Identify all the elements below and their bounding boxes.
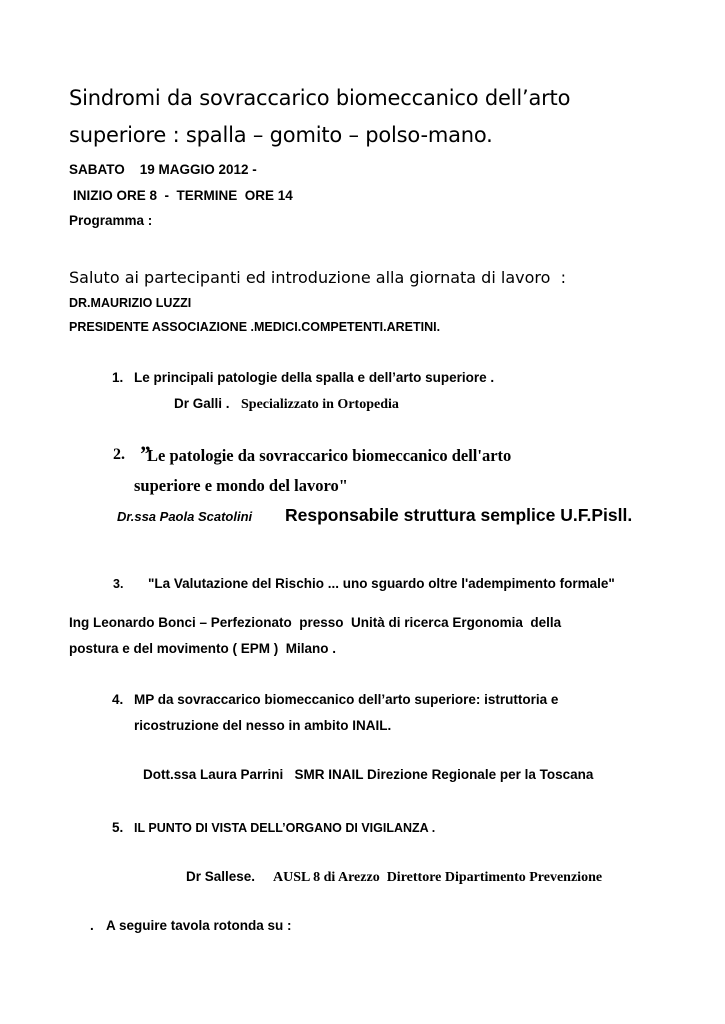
page-title-line-1: Sindromi da sovraccarico biomeccanico dell’arto xyxy=(69,86,571,110)
item-number: 3. xyxy=(113,577,124,591)
item-speaker-line-1: Ing Leonardo Bonci – Perfezionato presso Unità di ricerca Ergonomia della xyxy=(69,615,562,630)
item-quote-mark: ” xyxy=(139,441,150,466)
item-number: 5. xyxy=(112,820,124,835)
item-number: 2. xyxy=(113,446,125,463)
footer-bullet: . xyxy=(90,918,94,933)
item-speaker-line-2: postura e del movimento ( EPM ) Milano . xyxy=(69,641,337,656)
roundtable-text: A seguire tavola rotonda su : xyxy=(106,918,292,933)
item-title-line-1: MP da sovraccarico biomeccanico dell’arto superiore: istruttoria e xyxy=(134,692,559,707)
item-title-line-2: superiore e mondo del lavoro" xyxy=(134,476,348,495)
item-speaker: Dr Galli . xyxy=(174,396,230,411)
item-title: "La Valutazione del Rischio ... uno sguardo oltre l'adempimento formale" xyxy=(148,576,615,591)
item-speaker: Dr Sallese. xyxy=(186,869,256,884)
item-title-line-1: Le patologie da sovraccarico biomeccanico dell'arto xyxy=(147,446,512,465)
item-title-line-2: ricostruzione del nesso in ambito INAIL. xyxy=(134,718,392,733)
item-speaker: Dr.ssa Paola Scatolini xyxy=(117,509,253,524)
item-speaker-role: AUSL 8 di Arezzo Direttore Dipartimento Prevenzione xyxy=(273,870,603,885)
item-speaker: Dott.ssa Laura Parrini SMR INAIL Direzione Regionale per la Toscana xyxy=(143,767,594,782)
welcome-role: PRESIDENTE ASSOCIAZIONE .MEDICI.COMPETENTI.ARETINI. xyxy=(69,320,441,334)
item-speaker-role: Responsabile struttura semplice U.F.Pisll. xyxy=(285,505,633,525)
event-hours: INIZIO ORE 8 - TERMINE ORE 14 xyxy=(73,188,293,203)
item-number: 1. xyxy=(112,370,124,385)
welcome-heading: Saluto ai partecipanti ed introduzione alla giornata di lavoro : xyxy=(69,268,566,287)
item-title: IL PUNTO DI VISTA DELL’ORGANO DI VIGILANZA . xyxy=(134,821,436,835)
item-title: Le principali patologie della spalla e dell’arto superiore . xyxy=(134,370,495,385)
item-number: 4. xyxy=(112,692,124,707)
event-date: SABATO 19 MAGGIO 2012 - xyxy=(69,162,257,177)
page-title-line-2: superiore : spalla – gomito – polso-mano. xyxy=(69,123,493,147)
item-speaker-role: Specializzato in Ortopedia xyxy=(241,397,399,412)
welcome-speaker: DR.MAURIZIO LUZZI xyxy=(69,296,192,310)
programma-label: Programma : xyxy=(69,213,153,228)
